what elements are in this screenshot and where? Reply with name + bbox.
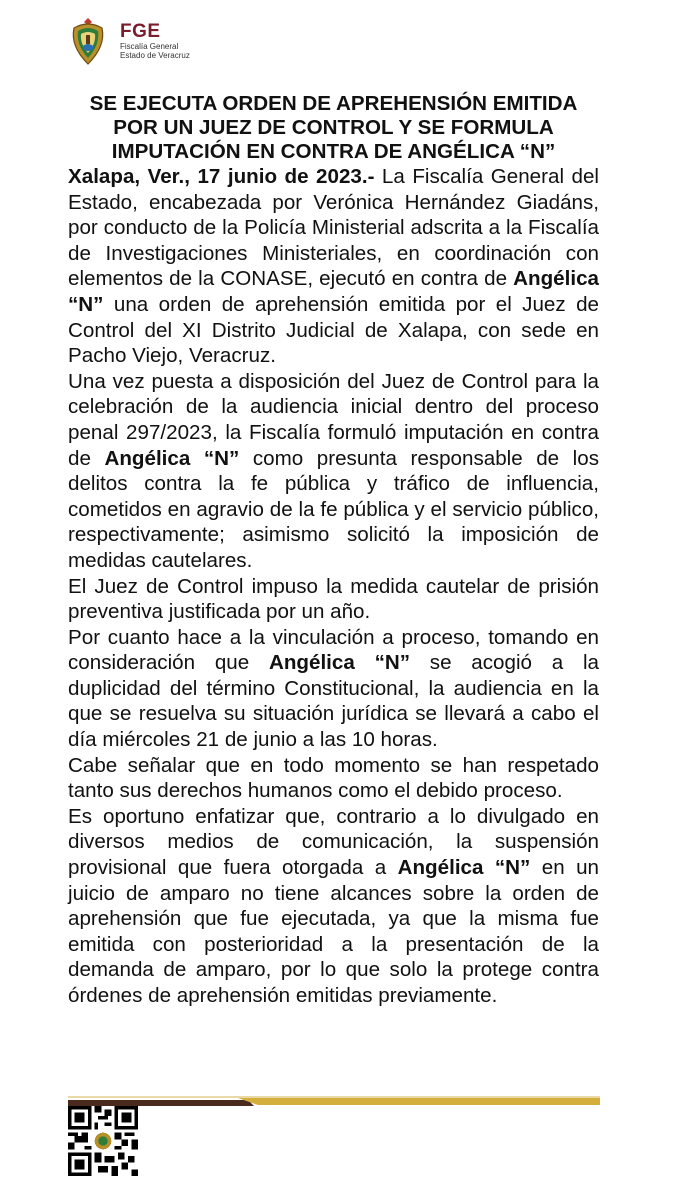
accused-name: Angélica “N” [68,267,599,316]
paragraph-1-text-a: La Fiscalía General del Estado, encabezada por Verónica Hernández Giadáns, por conducto de la Policía Ministerial adscrita a la Fiscalía de Investigaciones Ministeriales, en coordinación con elementos de la CONASE, ejecutó en contra de [68,165,599,291]
qr-code-icon[interactable] [68,1106,138,1176]
paragraph-3: El Juez de Control impuso la medida cautelar de prisión preventiva justificada por un año. [68,574,599,624]
paragraph-2-text-a: Una vez puesta a disposición del Juez de Control para la celebración de la audiencia inicial dentro del proceso penal 297/2023, la Fiscalía formuló imputación en contra de [68,369,599,470]
logo-title: FGE [120,21,161,42]
footer-divider [68,1096,600,1106]
logo-subtitle-2: Estado de Veracruz [120,51,190,60]
press-release [68,92,599,1009]
accused-name: Angélica “N” [397,856,531,880]
dateline: Xalapa, Ver., 17 junio de 2023.- [68,165,375,188]
paragraph-2 [68,369,599,574]
paragraph-4 [68,625,599,753]
header [68,14,190,68]
title-line-1: SE EJECUTA ORDEN DE APREHENSIÓN EMITIDA [89,92,578,115]
title-line-2: POR UN JUEZ DE CONTROL Y SE FORMULA [113,116,554,139]
title-line-3: IMPUTACIÓN EN CONTRA DE ANGÉLICA “N” [111,140,556,163]
paragraph-4-text-b: se acogió a la duplicidad del término Constitucional, la audiencia en la que se resuelva su situación jurídica se llevará a cabo el día miércoles 21 de junio a las 10 horas. [68,651,599,752]
paragraph-6-text-a: Es oportuno enfatizar que, contrario a lo divulgado en diversos medios de comunicación, la suspensión provisional que fuera otorgada a [68,804,599,880]
paragraph-4-text-a: Por cuanto hace a la vinculación a proceso, tomando en consideración que [68,625,599,675]
accused-name: Angélica “N” [268,651,411,675]
paragraph-5: Cabe señalar que en todo momento se han respetado tanto sus derechos humanos como el debido proceso. [68,753,599,803]
brand [120,22,190,60]
accused-name: Angélica “N” [104,446,240,470]
paragraph-2-text-b: como presunta responsable de los delitos contra la fe pública y tráfico de influencia, cometidos en agravio de la fe pública y el servicio público, respectivamente; asimismo solicitó la imposición de medidas cautelares. [68,446,599,572]
paragraph-6 [68,804,599,1009]
coat-of-arms-icon [68,16,108,66]
document-title [68,92,599,164]
logo-subtitle-1: Fiscalía General [120,42,179,51]
paragraph-6-text-b: en un juicio de amparo no tiene alcances sobre la orden de aprehensión que fue ejecutada, ya que la misma fue emitida con posterioridad a la presentación de la demanda de amparo, por lo que solo la protege contra órdenes de aprehensión emitidas previamente. [68,856,599,1007]
paragraph-1-text-b: una orden de aprehensión emitida por el Juez de Control del XI Distrito Judicial de Xalapa, con sede en Pacho Viejo, Veracruz. [68,292,599,368]
paragraph-1 [68,164,599,369]
